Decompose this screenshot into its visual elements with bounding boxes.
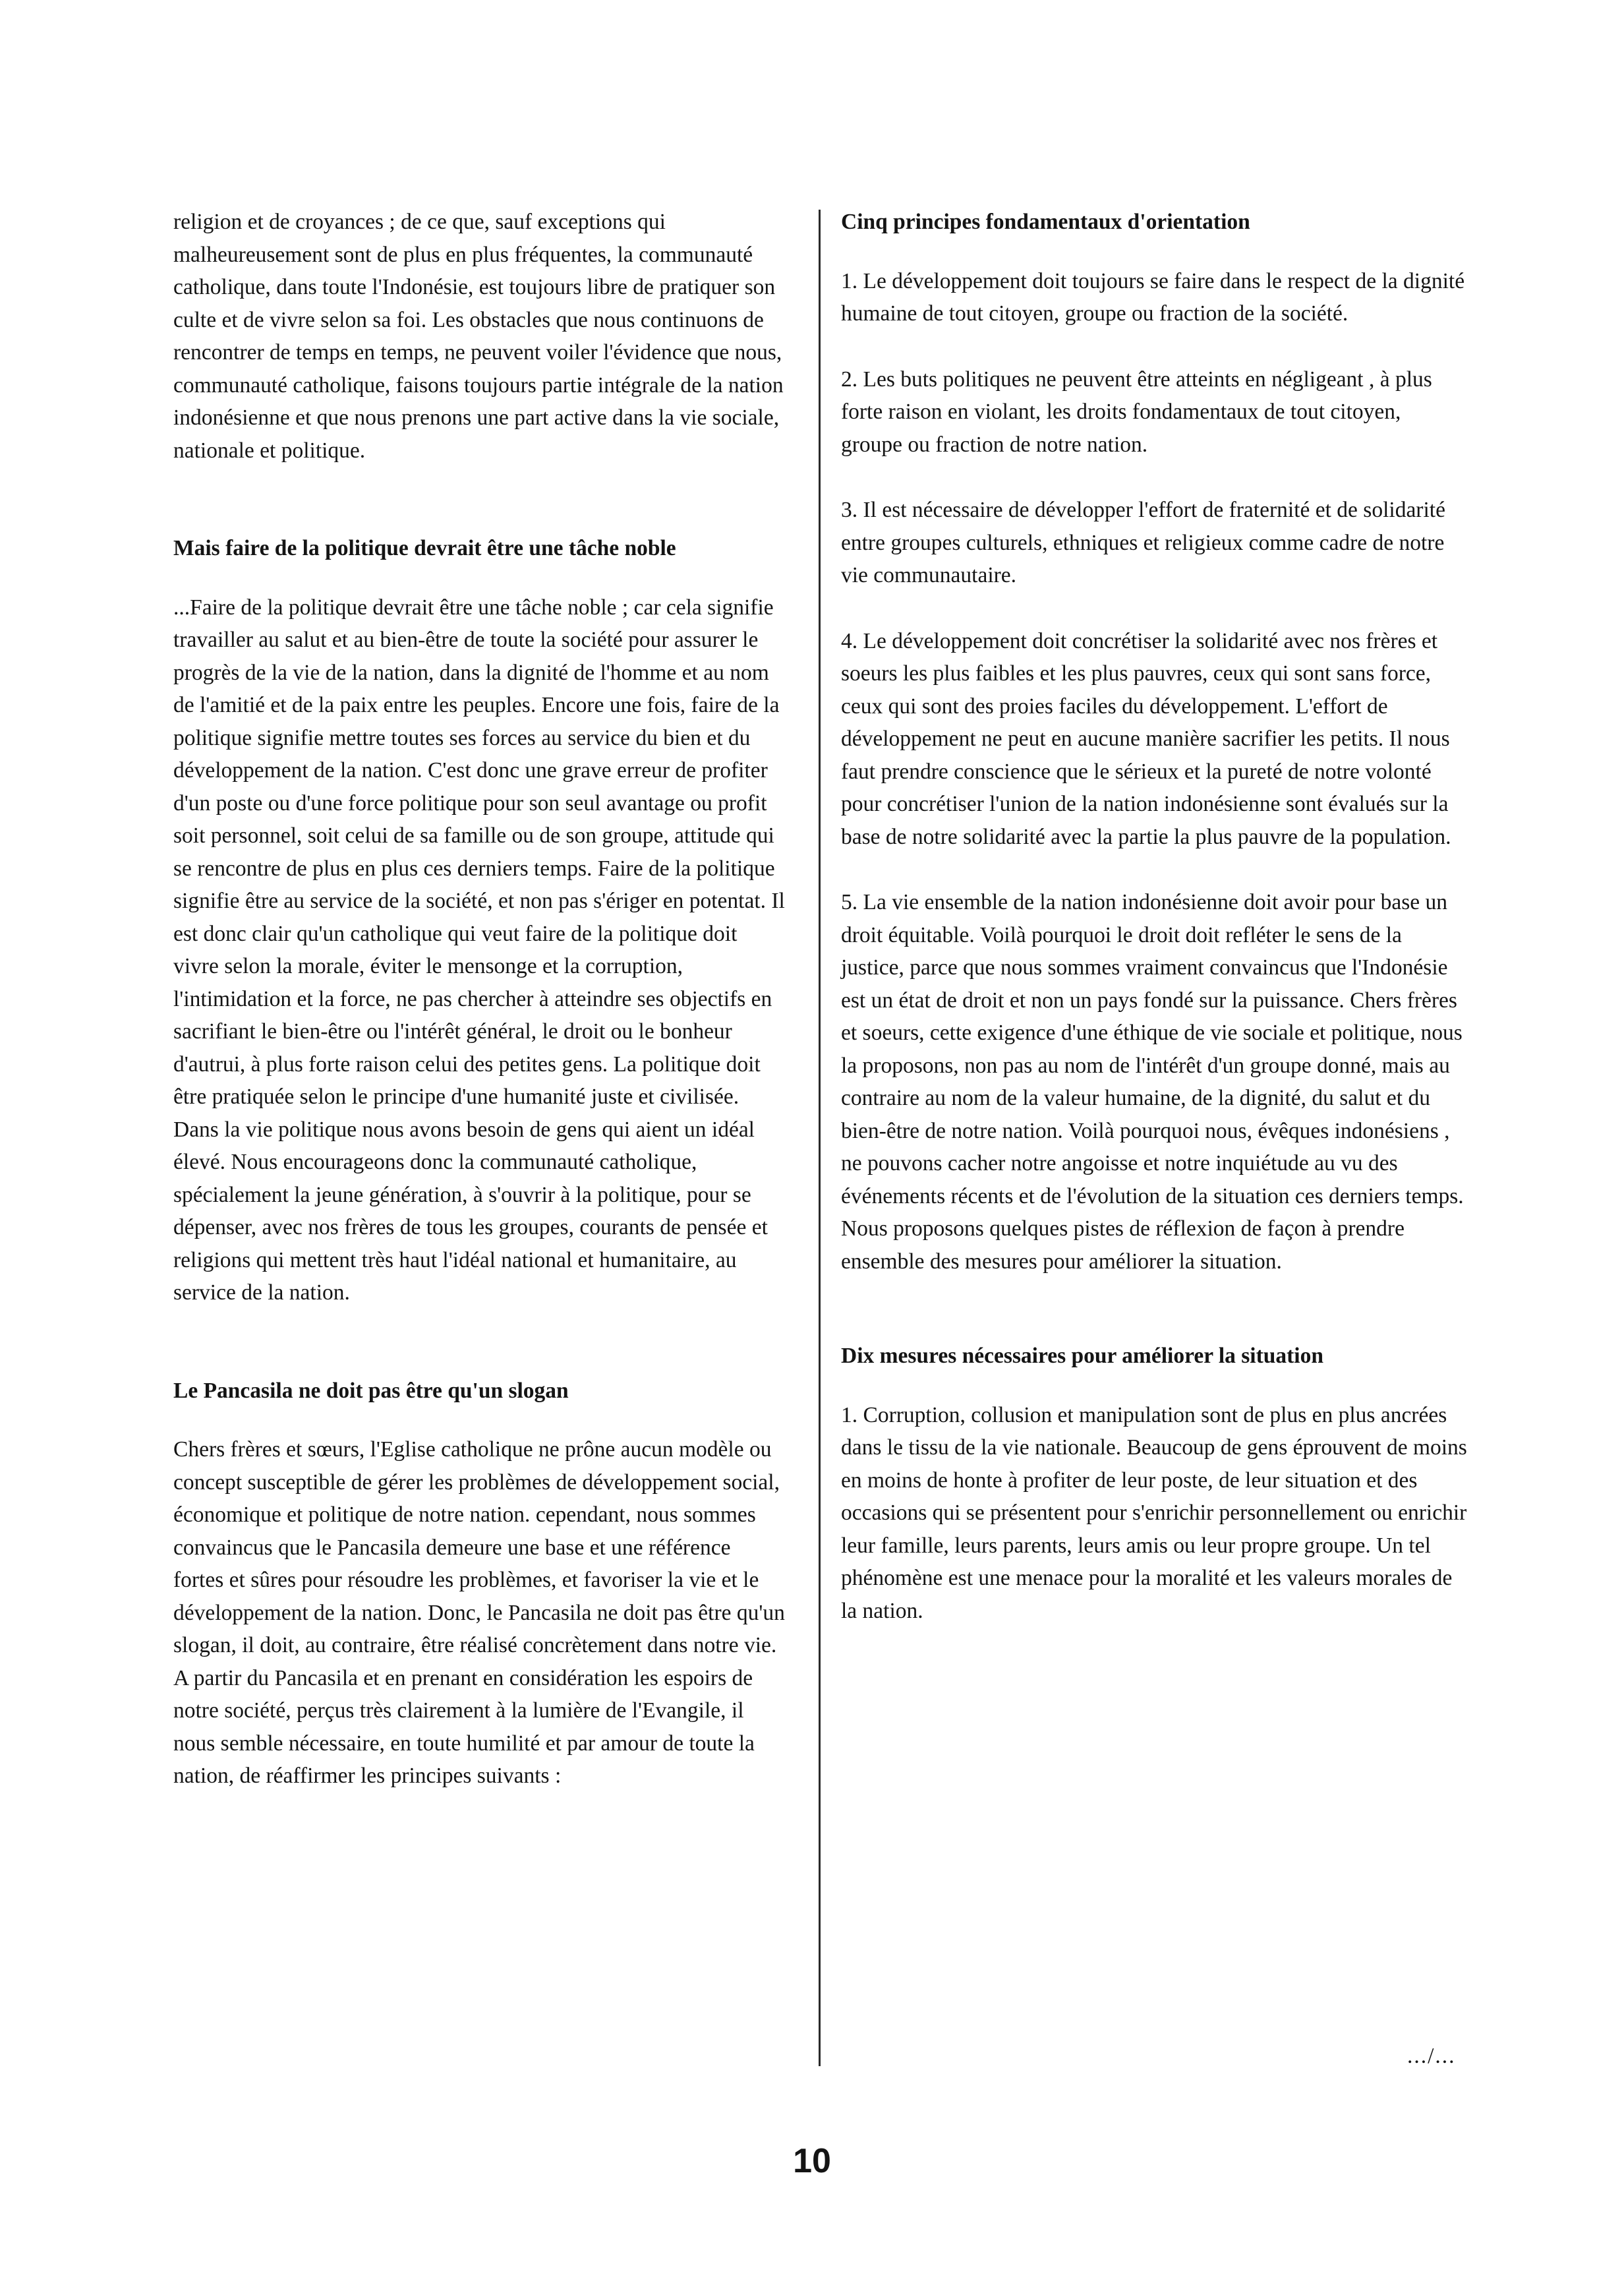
principle-item: 5. La vie ensemble de la nation indonésienne doit avoir pour base un droit équitable. Voilà pourquoi le droit doit refléter le sens de la justice, parce que nous sommes vraiment convaincus que l'Indonésie est un état de droit et non un pays fondé sur la puissance. Chers frères et soeurs, cette exigence d'une éthique de vie sociale et politique, nous la proposons, non pas au nom de l'intérêt d'un groupe donné, mais au contraire au nom de la valeur humaine, de la dignité, du salut et du bien-être de notre nation. Voilà pourquoi nous, évêques indonésiens , ne pouvons cacher notre angoisse et notre inquiétude au vu des événements récents et de l'évolution de la situation ces derniers temps. Nous proposons quelques pistes de réflexion de façon à prendre ensemble des mesures pour améliorer la situation. xyxy=(841,890,1464,1274)
continuation-mark: .../... xyxy=(1407,2044,1456,2068)
principle-item: 1. Le développement doit toujours se faire dans le respect de la dignité humaine de tout citoyen, groupe ou fraction de la société. xyxy=(841,268,1465,326)
politique-paragraph: ...Faire de la politique devrait être une tâche noble ; car cela signifie travailler au salut et au bien-être de toute la société pour assurer le progrès de la vie de la nation, dans la dignité de l'homme et au nom de l'amitié et de la paix entre les peuples. Encore une fois, faire de la politique signifie mettre toutes ses forces au service du bien et du développement de la nation. C'est donc une grave erreur de profiter d'un poste ou d'une force politique pour son seul avantage ou profit soit personnel, soit celui de sa famille ou de son groupe, attitude qui se rencontre de plus en plus ces derniers temps. Faire de la politique signifie être au service de la société, et non pas s'ériger en potentat. Il est donc clair qu'un catholique qui veut faire de la politique doit vivre selon la morale, éviter le mensonge et la corruption, l'intimidation et la force, ne pas chercher à atteindre ses objectifs en sacrifiant le bien-être ou l'intérêt général, le droit ou le bonheur d'autrui, à plus forte raison celui des petites gens. La politique doit être pratiquée selon le principe d'une humanité juste et civilisée. Dans la vie politique nous avons besoin de gens qui aient un idéal élevé. Nous encourageons donc la communauté catholique, spécialement la jeune génération, à s'ouvrir à la politique, pour se dépenser, avec nos frères de tous les groupes, courants de pensée et religions qui mettent très haut l'idéal national et humanitaire, au service de la nation. xyxy=(173,595,785,1305)
intro-paragraph: religion et de croyances ; de ce que, sauf exceptions qui malheureusement sont de plus en plus fréquentes, la communauté catholique, dans toute l'Indonésie, est toujours libre de pratiquer son culte et de vivre selon sa foi. Les obstacles que nous continuons de rencontrer de temps en temps, ne peuvent voiler l'évidence que nous, communauté catholique, faisons toujours partie intégrale de la nation indonésienne et que nous prenons une part active dans la vie sociale, nationale et politique. xyxy=(173,210,784,463)
section-heading-politique: Mais faire de la politique devrait être une tâche noble xyxy=(173,536,676,560)
section-heading-mesures: Dix mesures nécessaires pour améliorer la situation xyxy=(841,1344,1323,1368)
section-heading-pancasila: Le Pancasila ne doit pas être qu'un slogan xyxy=(173,1378,569,1403)
pancasila-paragraph: Chers frères et sœurs, l'Eglise catholique ne prône aucun modèle ou concept susceptible de gérer les problèmes de développement social, économique et politique de notre nation. cependant, nous sommes convaincus que le Pancasila demeure une base et une référence fortes et sûres pour résoudre les problèmes, et favoriser la vie et le développement de la nation. Donc, le Pancasila ne doit pas être qu'un slogan, il doit, au contraire, être réalisé concrètement dans notre vie. A partir du Pancasila et en prenant en considération les espoirs de notre société, perçus très clairement à la lumière de l'Evangile, il nous semble nécessaire, en toute humilité et par amour de toute la nation, de réaffirmer les principes suivants : xyxy=(173,1437,785,1788)
left-column xyxy=(173,206,786,1793)
principle-item: 3. Il est nécessaire de développer l'effort de fraternité et de solidarité entre groupes culturels, ethniques et religieux comme cadre de notre vie communautaire. xyxy=(841,498,1445,587)
principle-item: 4. Le développement doit concrétiser la solidarité avec nos frères et soeurs les plus faibles et les plus pauvres, ceux qui sont sans force, ceux qui sont des proies faciles du développement. L'effort de développement ne peut en aucune manière sacrifier les petits. Il nous faut prendre conscience que le sérieux et la pureté de notre volonté pour concrétiser l'union de la nation indonésienne sont évalués sur la base de notre solidarité avec la partie la plus pauvre de la population. xyxy=(841,628,1451,849)
column-divider xyxy=(819,210,821,2066)
principle-item: 2. Les buts politiques ne peuvent être atteints en négligeant , à plus forte raison en violant, les droits fondamentaux de tout citoyen, groupe ou fraction de notre nation. xyxy=(841,367,1432,457)
right-column xyxy=(841,206,1467,1627)
section-heading-principes: Cinq principes fondamentaux d'orientation xyxy=(841,210,1250,234)
measure-item: 1. Corruption, collusion et manipulation sont de plus en plus ancrées dans le tissu de la vie nationale. Beaucoup de gens éprouvent de moins en moins de honte à profiter de leur poste, de leur situation et des occasions qui se présentent pour s'enrichir personnellement ou enrichir leur famille, leurs parents, leurs amis ou leur propre groupe. Un tel phénomène est une menace pour la moralité et les valeurs morales de la nation. xyxy=(841,1402,1467,1623)
page-number: 10 xyxy=(793,2142,831,2180)
